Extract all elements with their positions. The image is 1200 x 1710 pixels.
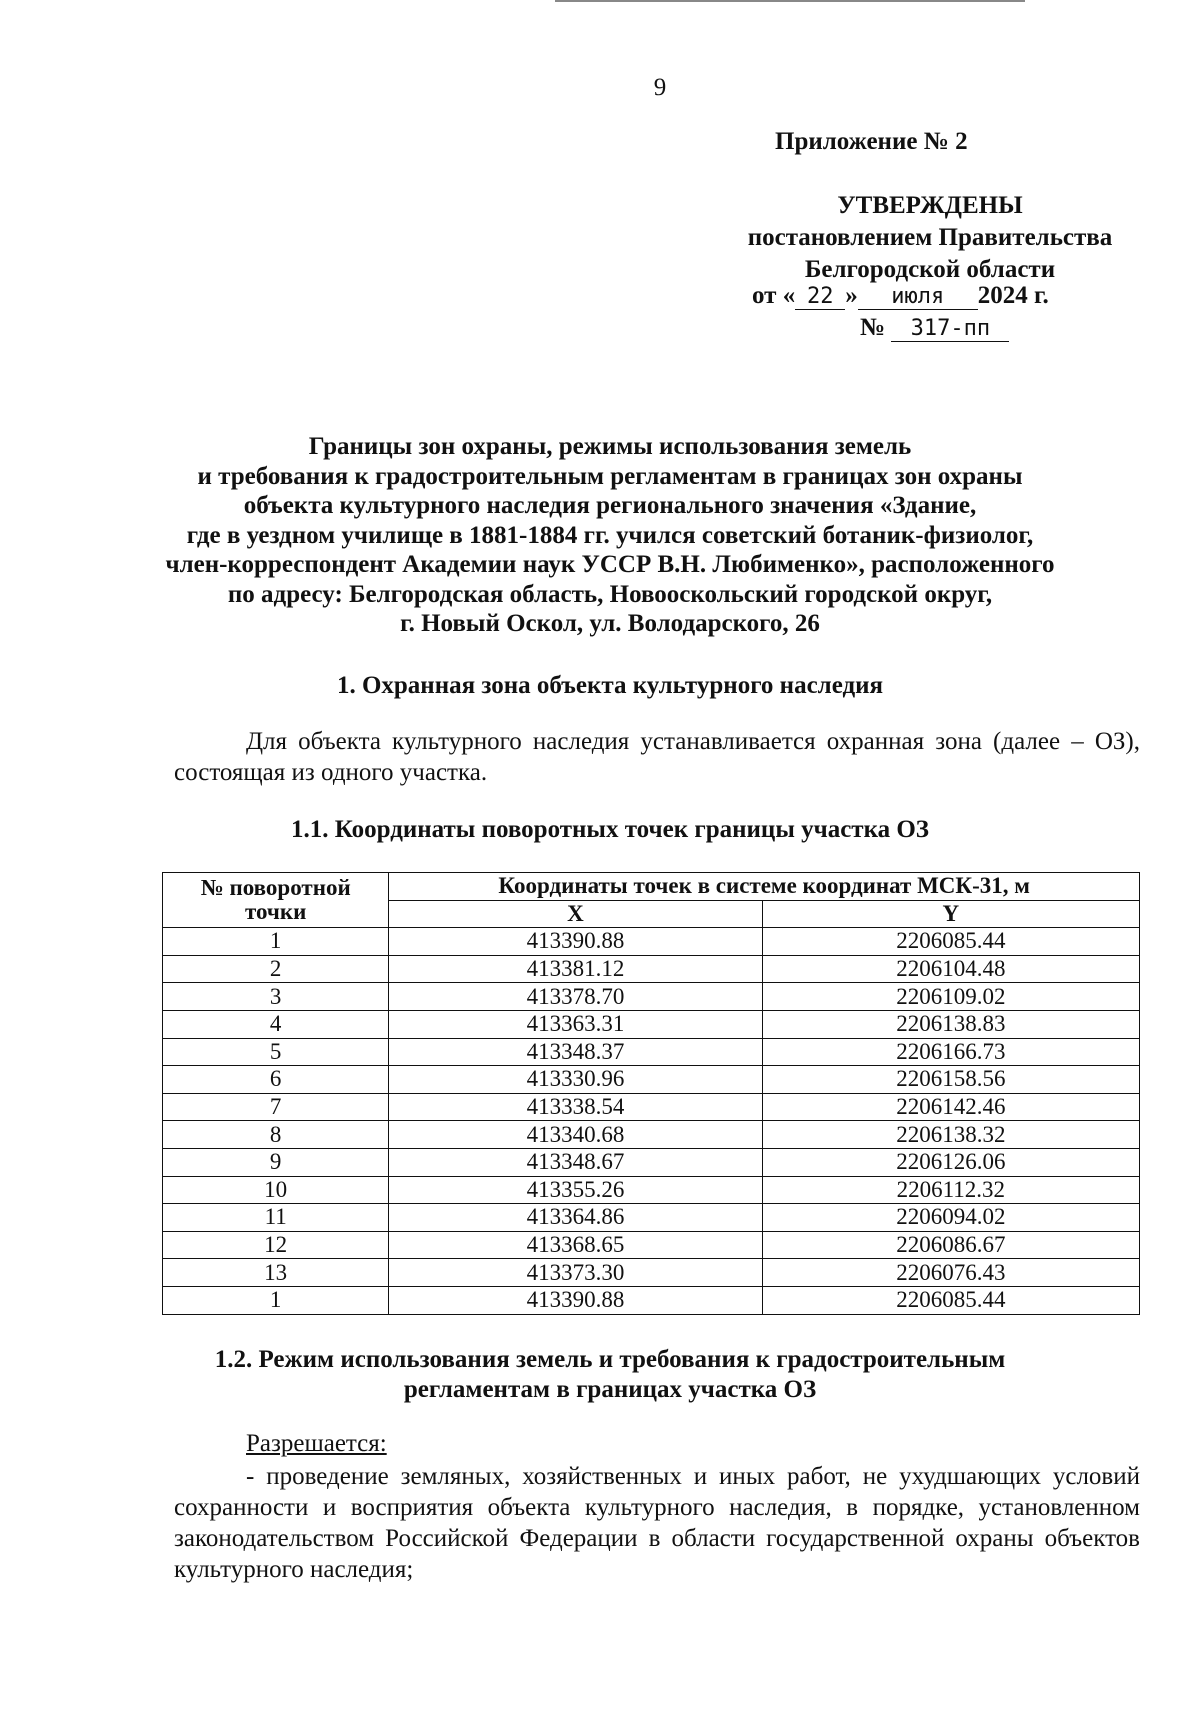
approval-block — [720, 190, 1140, 286]
coord-y: 2206086.67 — [762, 1231, 1139, 1259]
date-prefix: от « — [752, 282, 796, 309]
header-point-line-2: точки — [244, 899, 307, 925]
table-row — [163, 955, 1140, 983]
coord-x: 413381.12 — [389, 955, 762, 983]
table-row — [163, 928, 1140, 956]
header-point-number — [163, 873, 389, 928]
coord-y: 2206126.06 — [762, 1148, 1139, 1176]
coord-y: 2206085.44 — [762, 928, 1139, 956]
section-1-2-heading-line-1: 1.2. Режим использования земель и требования к градостроительным — [214, 1346, 1006, 1373]
header-point-line-1: № поворотной — [200, 875, 351, 901]
table-row — [163, 1066, 1140, 1094]
coord-x: 413348.67 — [389, 1148, 762, 1176]
point-number: 6 — [163, 1066, 389, 1094]
point-number: 1 — [163, 928, 389, 956]
coord-y: 2206112.32 — [762, 1176, 1139, 1204]
date-day: 22 — [795, 284, 845, 310]
date-month: июля — [858, 284, 978, 310]
coord-x: 413373.30 — [389, 1259, 762, 1287]
coord-y: 2206166.73 — [762, 1038, 1139, 1066]
coord-x: 413363.31 — [389, 1010, 762, 1038]
coord-y: 2206142.46 — [762, 1093, 1139, 1121]
point-number: 10 — [163, 1176, 389, 1204]
allowed-label: Разрешается: — [246, 1430, 387, 1457]
approval-line-1: постановлением Правительства — [747, 224, 1113, 251]
coord-x: 413390.88 — [389, 1286, 762, 1314]
header-y: Y — [762, 900, 1139, 928]
point-number: 2 — [163, 955, 389, 983]
section-1-2-heading — [150, 1345, 1070, 1405]
number-value: 317-пп — [891, 316, 1009, 342]
coord-y: 2206138.83 — [762, 1010, 1139, 1038]
coord-y: 2206158.56 — [762, 1066, 1139, 1094]
page-number: 9 — [653, 74, 667, 101]
approval-line-2: Белгородской области — [804, 256, 1056, 283]
point-number: 3 — [163, 983, 389, 1011]
date-year: 2024 г. — [977, 282, 1049, 309]
coordinates-table — [162, 872, 1140, 1315]
point-number: 12 — [163, 1231, 389, 1259]
coord-y: 2206094.02 — [762, 1204, 1139, 1232]
top-scan-rule — [555, 0, 1025, 2]
date-mid: » — [845, 282, 858, 309]
table-row — [163, 1038, 1140, 1066]
coord-x: 413338.54 — [389, 1093, 762, 1121]
section-1-2-heading-line-2: регламентам в границах участка ОЗ — [403, 1376, 817, 1403]
section-1-paragraph: Для объекта культурного наследия устанавливается охранная зона (далее – ОЗ), состоящая из одного участка. — [174, 728, 1140, 786]
coord-y: 2206104.48 — [762, 955, 1139, 983]
title-line: член-корреспондент Академии наук УССР В.Н. Любименко», расположенного — [165, 551, 1055, 578]
coord-y: 2206138.32 — [762, 1121, 1139, 1149]
coord-y: 2206109.02 — [762, 983, 1139, 1011]
coord-x: 413368.65 — [389, 1231, 762, 1259]
number-prefix: № — [860, 314, 886, 341]
coord-x: 413340.68 — [389, 1121, 762, 1149]
coord-x: 413348.37 — [389, 1038, 762, 1066]
table-row — [163, 1010, 1140, 1038]
coord-x: 413378.70 — [389, 983, 762, 1011]
header-x: X — [389, 900, 762, 928]
title-line: Границы зон охраны, режимы использования земель — [308, 433, 912, 460]
header-coordinates: Координаты точек в системе координат МСК-31, м — [389, 873, 1140, 901]
section-1-heading: 1. Охранная зона объекта культурного наследия — [336, 672, 884, 699]
point-number: 9 — [163, 1148, 389, 1176]
table-row — [163, 1286, 1140, 1314]
point-number: 13 — [163, 1259, 389, 1287]
table-row — [163, 1093, 1140, 1121]
appendix-label: Приложение № 2 — [775, 128, 968, 155]
point-number: 1 — [163, 1286, 389, 1314]
title-line: г. Новый Оскол, ул. Володарского, 26 — [400, 610, 820, 637]
title-line: по адресу: Белгородская область, Новооскольский городской округ, — [227, 580, 993, 608]
title-line: объекта культурного наследия регионального значения «Здание, — [243, 492, 977, 519]
point-number: 5 — [163, 1038, 389, 1066]
approval-date — [752, 282, 1049, 310]
coord-x: 413364.86 — [389, 1204, 762, 1232]
table-row — [163, 1148, 1140, 1176]
table-row — [163, 1259, 1140, 1287]
coord-y: 2206076.43 — [762, 1259, 1139, 1287]
point-number: 8 — [163, 1121, 389, 1149]
title-line: и требования к градостроительным регламентам в границах зон охраны — [197, 462, 1023, 490]
allowed-item: - проведение земляных, хозяйственных и иных работ, не ухудшающих условий сохранности и восприятия объекта культурного наследия, в порядке, установленном законодательством Российской Федерации в области государственной охраны объектов культурного наследия; — [174, 1463, 1140, 1583]
table-row — [163, 1204, 1140, 1232]
section-1-1-heading: 1.1. Координаты поворотных точек границы участка ОЗ — [291, 816, 929, 843]
table-row — [163, 1176, 1140, 1204]
coord-x: 413355.26 — [389, 1176, 762, 1204]
point-number: 11 — [163, 1204, 389, 1232]
point-number: 4 — [163, 1010, 389, 1038]
title-line: где в уездном училище в 1881-1884 гг. учился советский ботаник-физиолог, — [186, 521, 1034, 549]
point-number: 7 — [163, 1093, 389, 1121]
approved-heading: УТВЕРЖДЕНЫ — [837, 192, 1023, 219]
coord-x: 413390.88 — [389, 928, 762, 956]
table-row — [163, 1231, 1140, 1259]
table-row — [163, 983, 1140, 1011]
approval-number — [860, 314, 1009, 342]
coord-y: 2206085.44 — [762, 1286, 1139, 1314]
table-header-row — [163, 873, 1140, 901]
table-row — [163, 1121, 1140, 1149]
coord-x: 413330.96 — [389, 1066, 762, 1094]
document-title — [150, 432, 1070, 639]
